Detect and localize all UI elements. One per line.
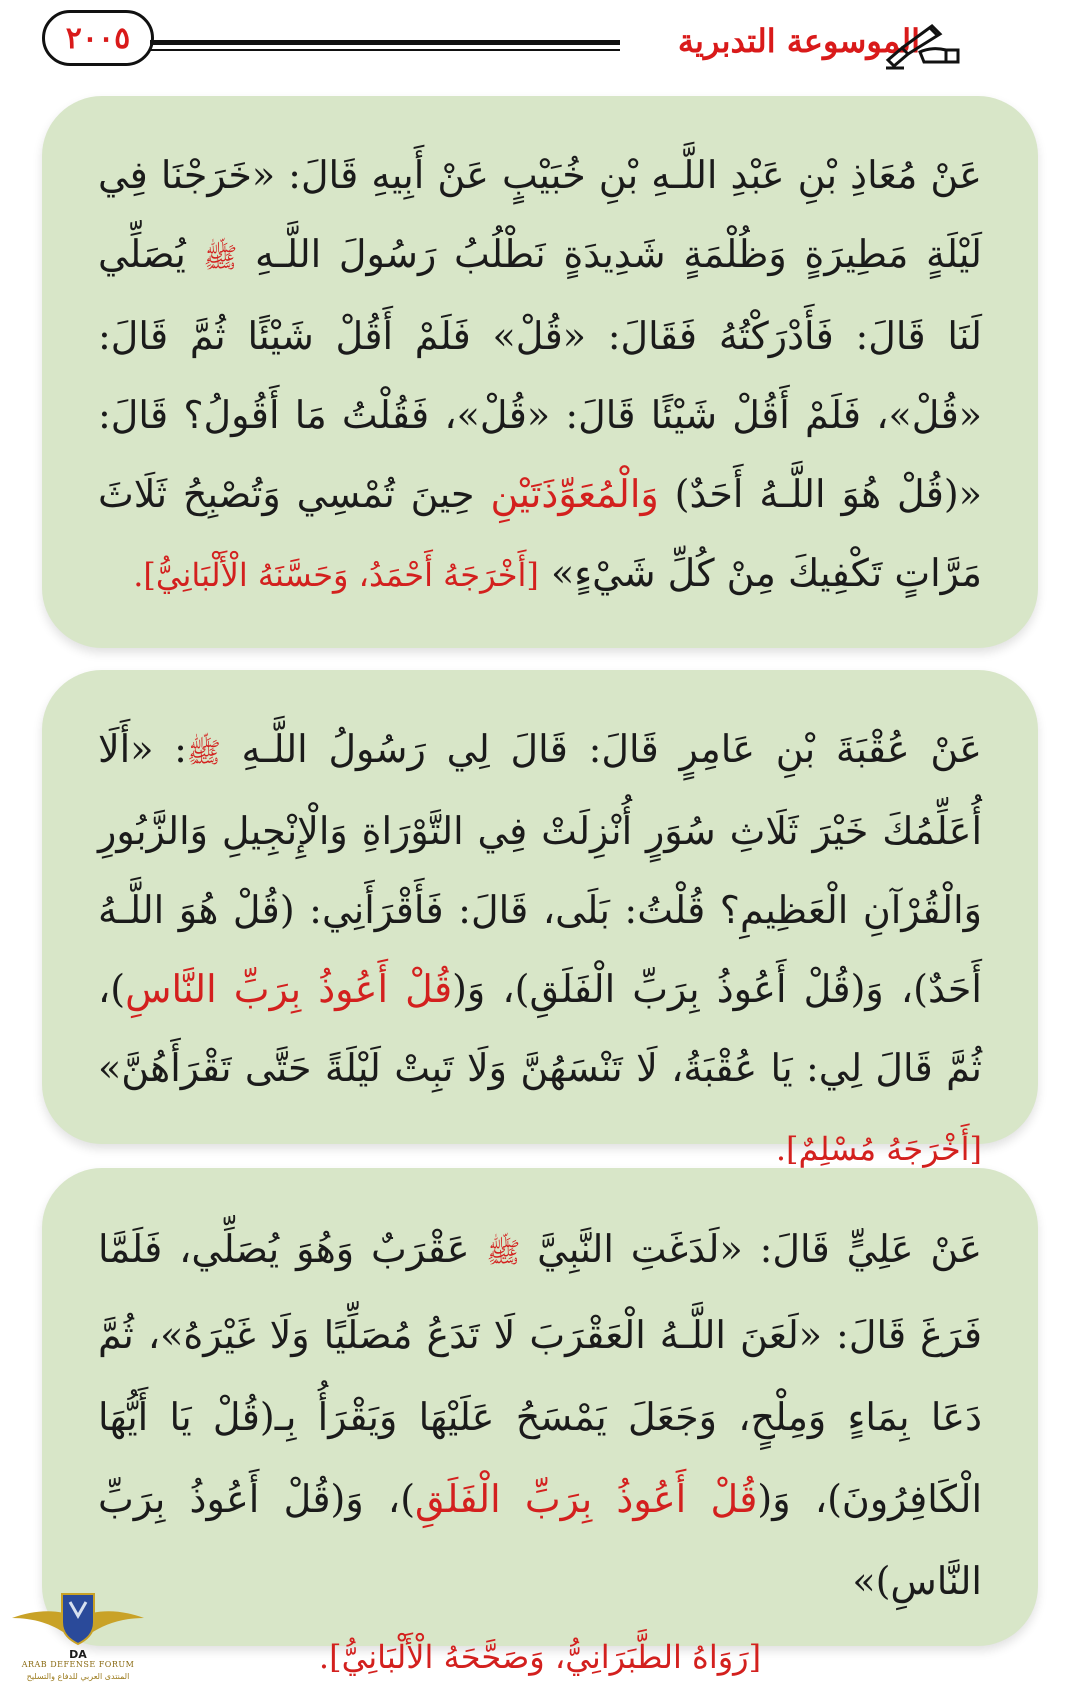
page-number: ٢٠٠٥ [42,10,154,66]
hadith-text-part: عَقْرَبٌ وَهُوَ يُصَلِّي، فَلَمَّا فَرَغَ قَالَ: «لَعَنَ اللَّـهُ الْعَقْرَبَ لَا تَدَعُ مُصَلِّيًا وَلَا غَيْرَهُ»، ثُمَّ دَعَا بِمَاءٍ وَمِلْحٍ، وَجَعَلَ يَمْسَحُ عَلَيْهَا وَيَقْرَأُ بِـ(قُلْ يَا أَيُّهَا الْكَافِرُونَ)، وَ( [98,1227,982,1521]
salawat-symbol: ﷺ [186,736,221,769]
hadith-text [98,710,982,1189]
header-rule-thin [150,49,620,51]
hadith-source: [رَوَاهُ الطَّبَرَانِيُّ، وَصَحَّحَهُ الْأَلْبَانِيُّ]. [318,1638,762,1676]
page-header [0,0,1080,96]
hadith-text-part: يُصَلِّي لَنَا قَالَ: فَأَدْرَكْتُهُ فَقَالَ: «قُلْ» فَلَمْ أَقُلْ شَيْئًا ثُمَّ قَالَ: «قُلْ»، فَلَمْ أَقُلْ شَيْئًا قَالَ: «قُلْ»، فَقُلْتُ مَا أَقُولُ؟ قَالَ: «(قُلْ هُوَ اللَّـهُ أَحَدٌ) [98,232,983,516]
hadith-text-part: : «أَلَا أُعَلِّمُكَ خَيْرَ ثَلَاثِ سُوَرٍ أُنْزِلَتْ فِي التَّوْرَاةِ وَالْإِنْجِيلِ وَالزَّبُورِ وَالْقُرْآنِ الْعَظِيمِ؟ قُلْتُ: بَلَى، قَالَ: فَأَقْرَأَنِي: (قُلْ هُوَ اللَّـهُ أَحَدٌ)، وَ(قُلْ أَعُوذُ بِرَبِّ الْفَلَقِ)، وَ( [98,727,982,1011]
hadith-text-part: )، وَ(قُلْ أَعُوذُ بِرَبِّ النَّاسِ)» [98,1477,982,1603]
header-rule [150,40,620,45]
logo-letters: DA [69,1648,87,1660]
hadith-text [98,1208,982,1622]
hadith-text [98,136,982,615]
highlighted-phrase: قُلْ أَعُوذُ بِرَبِّ الْفَلَقِ [415,1477,758,1521]
eagle-shield-logo-icon [8,1588,148,1660]
hadith-text-part: حِينَ تُمْسِي وَتُصْبِحُ ثَلَاثَ مَرَّاتٍ تَكْفِيكَ مِنْ كُلِّ شَيْءٍ» [98,472,982,595]
salawat-symbol: ﷺ [203,241,238,274]
hadith-text-part: عَنْ عَلِيٍّ قَالَ: «لَدَغَتِ النَّبِيَّ [537,1227,983,1271]
pen-writing-icon [884,18,962,72]
hadith-source: [أَخْرَجَهُ مُسْلِمٌ]. [775,1130,982,1168]
highlighted-phrase: قُلْ أَعُوذُ بِرَبِّ النَّاسِ [125,967,453,1011]
hadith-source: [أَخْرَجَهُ أَحْمَدُ، وَحَسَّنَهُ الْأَلْبَانِيُّ]. [133,556,539,594]
forum-watermark [8,1588,148,1684]
forum-name: ARAB DEFENSE FORUM [21,1660,135,1669]
hadith-card-2 [42,670,1038,1168]
hadith-text-part: )، ثُمَّ قَالَ لِي: يَا عُقْبَةُ، لَا تَنْسَهُنَّ وَلَا تَبِتْ لَيْلَةً حَتَّى تَقْرَأَهُنَّ» [98,967,982,1090]
encyclopedia-title: الموسوعة التدبرية [677,22,920,60]
hadith-text-part: عَنْ عُقْبَةَ بْنِ عَامِرٍ قَالَ: قَالَ لِي رَسُولُ اللَّـهِ [241,727,982,771]
salawat-symbol: ﷺ [486,1236,521,1269]
forum-name-arabic: المنتدى العربي للدفاع والتسليح [26,1672,130,1681]
highlighted-phrase: وَالْمُعَوِّذَتَيْنِ [490,472,659,516]
hadith-card-1 [42,96,1038,648]
hadith-text-part: عَنْ مُعَاذِ بْنِ عَبْدِ اللَّـهِ بْنِ خُبَيْبٍ عَنْ أَبِيهِ قَالَ: «خَرَجْنَا فِي لَيْلَةٍ مَطِيرَةٍ وَظُلْمَةٍ شَدِيدَةٍ نَطْلُبُ رَسُولَ اللَّـهِ [98,153,982,276]
